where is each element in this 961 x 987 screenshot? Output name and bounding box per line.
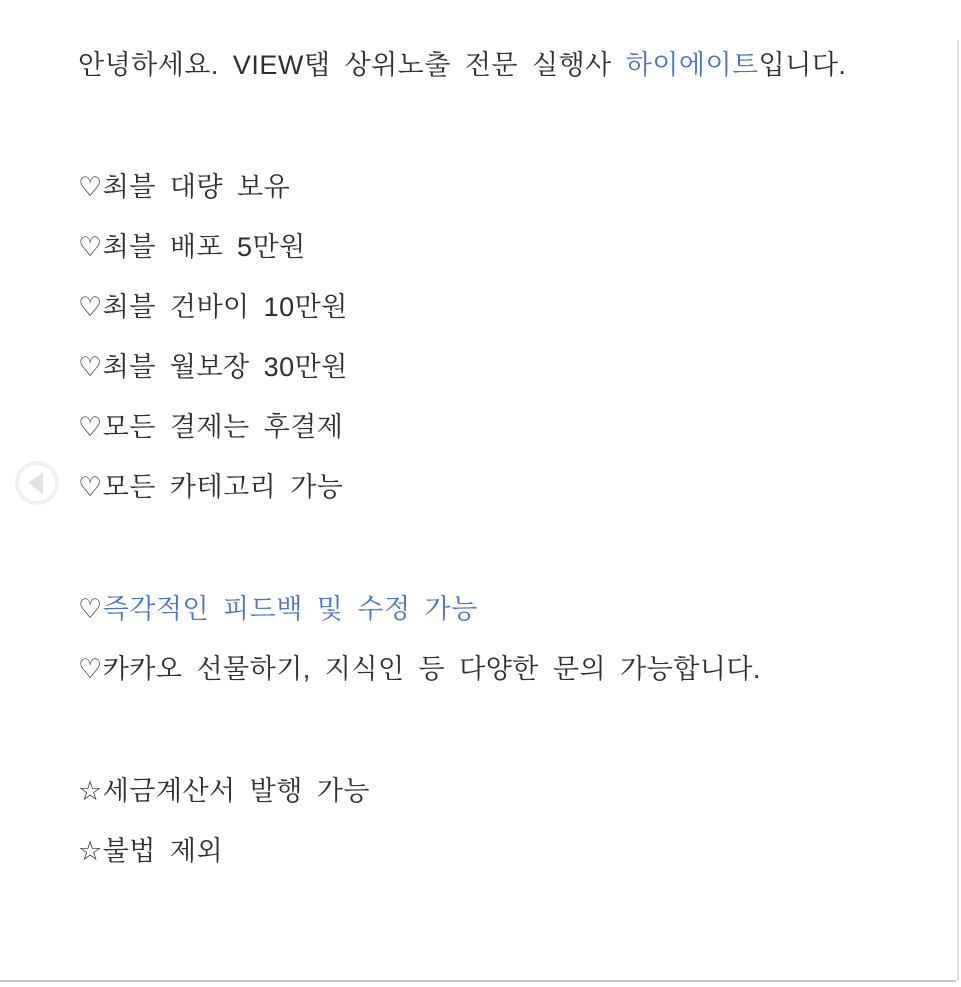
text-line [78, 821, 921, 881]
text-segment: ♡모든 결제는 후결제 [78, 412, 344, 442]
text-segment: ♡최블 월보장 30만원 [78, 352, 348, 382]
text-segment: ♡최블 대량 보유 [78, 172, 291, 202]
blank-line [78, 699, 921, 761]
text-line [78, 217, 921, 277]
text-segment: 안녕하세요. VIEW탭 상위노출 전문 실행사 [78, 50, 626, 80]
blank-line [78, 95, 921, 157]
text-segment: ☆불법 제외 [78, 836, 224, 866]
post-content [78, 35, 921, 881]
text-segment: ☆세금계산서 발행 가능 [78, 776, 370, 806]
text-segment: ♡ [78, 594, 103, 624]
link-text[interactable]: 즉각적인 피드백 및 수정 가능 [102, 594, 478, 624]
text-line [78, 35, 921, 95]
text-line [78, 397, 921, 457]
text-line [78, 337, 921, 397]
text-line [78, 639, 921, 699]
text-segment: ♡최블 배포 5만원 [78, 232, 306, 262]
text-segment: ♡최블 건바이 10만원 [78, 292, 348, 322]
content-right-border [957, 40, 959, 981]
text-line [78, 457, 921, 517]
text-line [78, 157, 921, 217]
content-bottom-border [0, 980, 956, 982]
text-line [78, 761, 921, 821]
blank-line [78, 517, 921, 579]
text-segment: 입니다. [758, 50, 847, 80]
carousel-prev-button[interactable] [15, 461, 59, 505]
text-segment: ♡모든 카테고리 가능 [78, 472, 344, 502]
left-arrow-icon [28, 472, 43, 494]
text-segment: ♡카카오 선물하기, 지식인 등 다양한 문의 가능합니다. [78, 654, 761, 684]
text-line [78, 277, 921, 337]
text-line [78, 579, 921, 639]
link-text[interactable]: 하이에이트 [625, 50, 759, 80]
